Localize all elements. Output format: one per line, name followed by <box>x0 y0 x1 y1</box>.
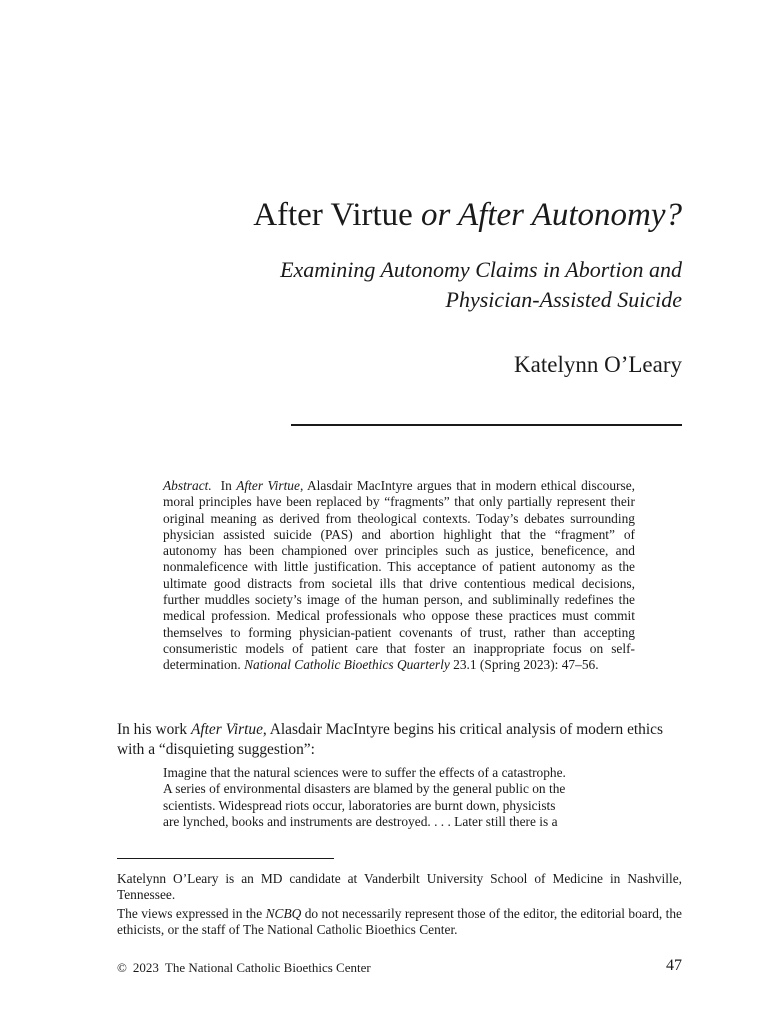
intro-after: , Alasdair MacIntyre begins his critical analysis of modern ethics with a “disquieting suggestion”: <box>117 721 663 758</box>
intro-book-title: After Virtue <box>190 721 263 738</box>
copyright-year: 2023 <box>132 960 159 975</box>
views-after: do not necessarily represent those of the editor, the editorial board, the ethicists, or the staff of The National Catholic Bioethics Center. <box>117 905 682 937</box>
abstract-journal: National Catholic Bioethics Quarterly <box>244 657 450 673</box>
article-title <box>100 195 682 235</box>
abstract-citation: 23.1 (Spring 2023): 47–56. <box>453 657 599 673</box>
views-note <box>117 906 682 939</box>
intro-paragraph <box>117 720 682 760</box>
title-divider <box>291 424 682 426</box>
abstract-label: Abstract. <box>163 478 212 493</box>
copyright-symbol: © <box>117 960 127 975</box>
footnote-divider <box>117 858 334 859</box>
title-italic: or After Autonomy? <box>421 197 682 233</box>
views-before: The views expressed in the <box>117 905 263 921</box>
author-note: Katelynn O’Leary is an MD candidate at Vanderbilt University School of Medicine in Nashville, Tennessee. <box>117 871 682 903</box>
quote-line: scientists. Widespread riots occur, laboratories are burnt down, physicists <box>163 797 556 813</box>
subtitle-line-2: Physician-Assisted Suicide <box>445 287 682 312</box>
page-number: 47 <box>666 957 682 974</box>
copyright <box>117 960 377 975</box>
author-name: Katelynn O’Leary <box>514 352 682 377</box>
title-roman: After Virtue <box>253 197 413 233</box>
abstract-in: In <box>220 478 232 493</box>
quote-line: Imagine that the natural sciences were to suffer the effects of a catastrophe. <box>163 765 566 780</box>
quote-line: A series of environmental disasters are blamed by the general public on the <box>163 781 566 797</box>
abstract <box>163 478 635 674</box>
block-quote <box>163 765 635 830</box>
page-footer <box>117 959 682 977</box>
abstract-text: , Alasdair MacIntyre argues that in modern ethical discourse, moral principles have been replaced by “fragments” that only partially represent their original meaning as derived from theological contexts. Today’s debates surrounding physician assisted suicide (PAS) and abortion highlight that the “fragment” of autonomy has been championed over principles such as justice, beneficence, and nonmaleficence with little justification. This acceptance of patient autonomy as the ultimate good distracts from societal ills that drive contentious medical decisions, further muddles society’s image of the human person, and subliminally redefines the medical profession. Medical professionals who oppose these practices must commit themselves to forming physician-patient covenants of trust, rather than accepting consumeristic models of patient care that foster an inappropriate focus on self-determination. <box>163 478 635 673</box>
subtitle-line-1: Examining Autonomy Claims in Abortion and <box>280 257 682 282</box>
footnotes <box>117 871 682 940</box>
article-subtitle <box>140 255 682 315</box>
intro-before: In his work <box>117 721 188 738</box>
abstract-book-title: After Virtue <box>236 478 300 493</box>
publisher-name: The National Catholic Bioethics Center <box>164 960 371 975</box>
quote-line: are lynched, books and instruments are destroyed. . . . Later still there is a <box>163 813 558 829</box>
views-abbrev: NCBQ <box>265 905 302 921</box>
